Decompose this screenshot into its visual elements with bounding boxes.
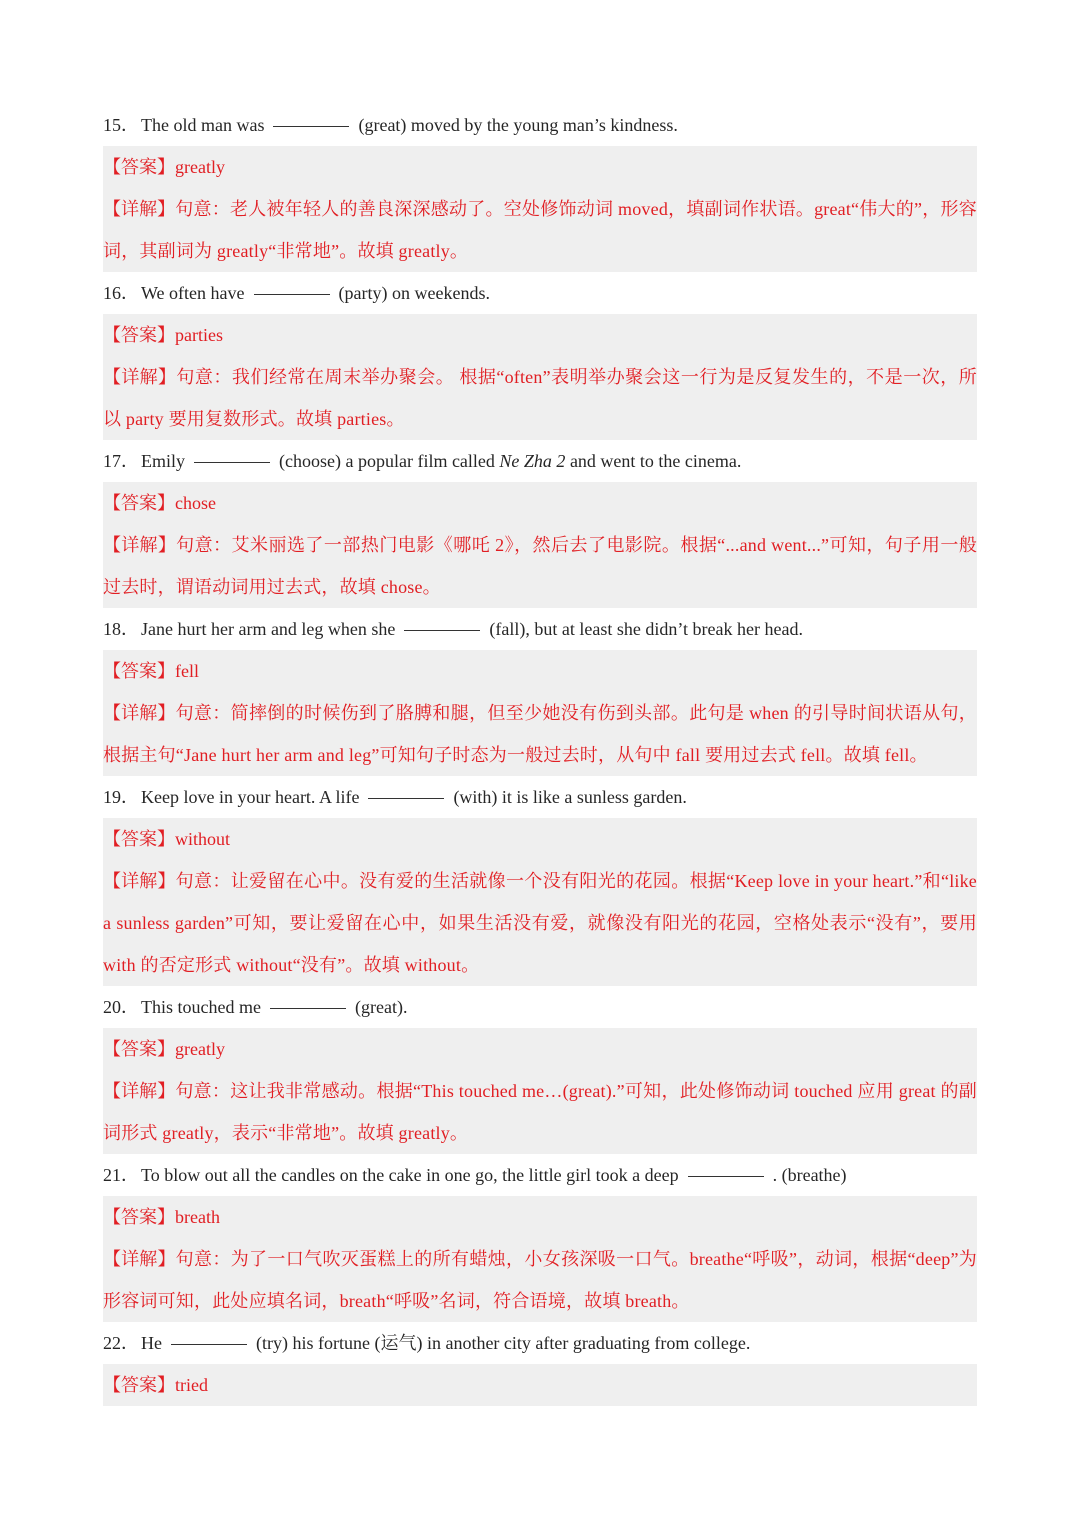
- explanation-tag: 【详解】: [103, 367, 177, 387]
- answer-blank: [194, 461, 270, 463]
- question-text: This touched me: [141, 997, 261, 1017]
- question-number: 18．: [103, 619, 139, 639]
- explanation: [103, 356, 977, 440]
- question-text: and went to the cinema.: [569, 451, 742, 471]
- answer-blank: [273, 125, 349, 127]
- question-text: We often have: [141, 283, 245, 303]
- question-text: The old man was: [141, 115, 265, 135]
- answer-line: [103, 818, 977, 860]
- answer-blank: [688, 1175, 764, 1177]
- answer-panel: [103, 1196, 977, 1322]
- exercise-item-17: [103, 440, 977, 608]
- answer-blank: [270, 1007, 346, 1009]
- explanation: [103, 1070, 977, 1154]
- answer-line: [103, 1028, 977, 1070]
- question-22: [103, 1322, 977, 1364]
- answer-line: [103, 146, 977, 188]
- exercise-item-16: [103, 272, 977, 440]
- answer-value: fell: [175, 661, 199, 681]
- answer-line: [103, 650, 977, 692]
- question-text: (party) on weekends.: [338, 283, 490, 303]
- question-text: He: [141, 1333, 162, 1353]
- exercise-item-18: [103, 608, 977, 776]
- answer-line: [103, 482, 977, 524]
- answer-blank: [368, 797, 444, 799]
- question-number: 22．: [103, 1333, 139, 1353]
- answer-tag: 【答案】: [103, 1375, 175, 1395]
- answer-panel: [103, 146, 977, 272]
- answer-line: [103, 1364, 977, 1406]
- explanation-text: 句意：艾米丽选了一部热门电影《哪吒 2》，然后去了电影院。根据“...and went...”可知，句子用一般过去时，谓语动词用过去式，故填 chose。: [103, 535, 978, 597]
- question-text: (try) his fortune (运气) in another city after graduating from college.: [256, 1333, 751, 1353]
- answer-blank: [404, 629, 480, 631]
- question-text: To blow out all the candles on the cake in one go, the little girl took a deep: [141, 1165, 679, 1185]
- question-number: 21．: [103, 1165, 139, 1185]
- exercise-sheet: [103, 104, 977, 1406]
- question-text: . (breathe): [772, 1165, 847, 1185]
- answer-tag: 【答案】: [103, 829, 175, 849]
- explanation-text: 句意：为了一口气吹灭蛋糕上的所有蜡烛，小女孩深吸一口气。breathe“呼吸”，动词，根据“deep”为形容词可知，此处应填名词，breath“呼吸”名词，符合语境，故填 breath。: [103, 1249, 977, 1311]
- explanation: [103, 188, 977, 272]
- answer-tag: 【答案】: [103, 1039, 175, 1059]
- answer-panel: [103, 818, 977, 986]
- answer-value: tried: [175, 1375, 208, 1395]
- explanation-tag: 【详解】: [103, 871, 176, 891]
- answer-value: parties: [175, 325, 223, 345]
- answer-line: [103, 314, 977, 356]
- exercise-item-22: [103, 1322, 977, 1406]
- explanation-tag: 【详解】: [103, 1249, 176, 1269]
- explanation-text: 句意：我们经常在周末举办聚会。 根据“often”表明举办聚会这一行为是反复发生的，不是一次，所以 party 要用复数形式。故填 parties。: [103, 367, 977, 429]
- question-text: (with) it is like a sunless garden.: [453, 787, 687, 807]
- answer-value: breath: [175, 1207, 220, 1227]
- question-text: Jane hurt her arm and leg when she: [141, 619, 396, 639]
- explanation-tag: 【详解】: [103, 535, 177, 555]
- answer-value: without: [175, 829, 231, 849]
- explanation-tag: 【详解】: [103, 1081, 176, 1101]
- exercise-item-15: [103, 104, 977, 272]
- question-15: [103, 104, 977, 146]
- answer-tag: 【答案】: [103, 493, 175, 513]
- question-text: (choose) a popular film called: [279, 451, 495, 471]
- question-16: [103, 272, 977, 314]
- exercise-item-19: [103, 776, 977, 986]
- exercise-item-21: [103, 1154, 977, 1322]
- question-text: (great).: [354, 997, 408, 1017]
- answer-tag: 【答案】: [103, 661, 175, 681]
- answer-value: greatly: [175, 157, 225, 177]
- question-19: [103, 776, 977, 818]
- answer-tag: 【答案】: [103, 1207, 175, 1227]
- question-text: (fall), but at least she didn’t break her head.: [489, 619, 803, 639]
- explanation: [103, 860, 977, 986]
- answer-value: chose: [175, 493, 216, 513]
- explanation: [103, 692, 977, 776]
- answer-value: greatly: [175, 1039, 225, 1059]
- answer-line: [103, 1196, 977, 1238]
- question-text: (great) moved by the young man’s kindness.: [358, 115, 678, 135]
- explanation-text: 句意：让爱留在心中。没有爱的生活就像一个没有阳光的花园。根据“Keep love in your heart.”和“like a sunless garden”可知，要让爱留在心中，如果生活没有爱，就像没有阳光的花园，空格处表示“没有”，要用 with 的否定形式 without“没有”。故填 without。: [103, 871, 977, 975]
- film-title: Ne Zha 2: [499, 451, 566, 471]
- question-17: [103, 440, 977, 482]
- question-number: 15．: [103, 115, 139, 135]
- question-number: 17．: [103, 451, 139, 471]
- question-20: [103, 986, 977, 1028]
- explanation: [103, 1238, 977, 1322]
- answer-blank: [171, 1343, 247, 1345]
- answer-panel: [103, 1028, 977, 1154]
- answer-panel: [103, 314, 977, 440]
- explanation-text: 句意：简摔倒的时候伤到了胳膊和腿，但至少她没有伤到头部。此句是 when 的引导时间状语从句，根据主句“Jane hurt her arm and leg”可知句子时态为一般过去时，从句中 fall 要用过去式 fell。故填 fell。: [103, 703, 977, 765]
- answer-blank: [254, 293, 330, 295]
- explanation-text: 句意：这让我非常感动。根据“This touched me…(great).”可知，此处修饰动词 touched 应用 great 的副词形式 greatly，表示“非常地”。故填 greatly。: [103, 1081, 977, 1143]
- question-text: Keep love in your heart. A life: [141, 787, 360, 807]
- explanation: [103, 524, 977, 608]
- exercise-item-20: [103, 986, 977, 1154]
- question-number: 19．: [103, 787, 139, 807]
- answer-panel: [103, 650, 977, 776]
- question-number: 20．: [103, 997, 139, 1017]
- explanation-text: 句意：老人被年轻人的善良深深感动了。空处修饰动词 moved，填副词作状语。great“伟大的”，形容词，其副词为 greatly“非常地”。故填 greatly。: [103, 199, 978, 261]
- question-text: Emily: [141, 451, 185, 471]
- answer-tag: 【答案】: [103, 325, 175, 345]
- question-number: 16．: [103, 283, 139, 303]
- answer-panel: [103, 482, 977, 608]
- question-21: [103, 1154, 977, 1196]
- answer-panel: [103, 1364, 977, 1406]
- answer-tag: 【答案】: [103, 157, 175, 177]
- question-18: [103, 608, 977, 650]
- explanation-tag: 【详解】: [103, 703, 176, 723]
- explanation-tag: 【详解】: [103, 199, 176, 219]
